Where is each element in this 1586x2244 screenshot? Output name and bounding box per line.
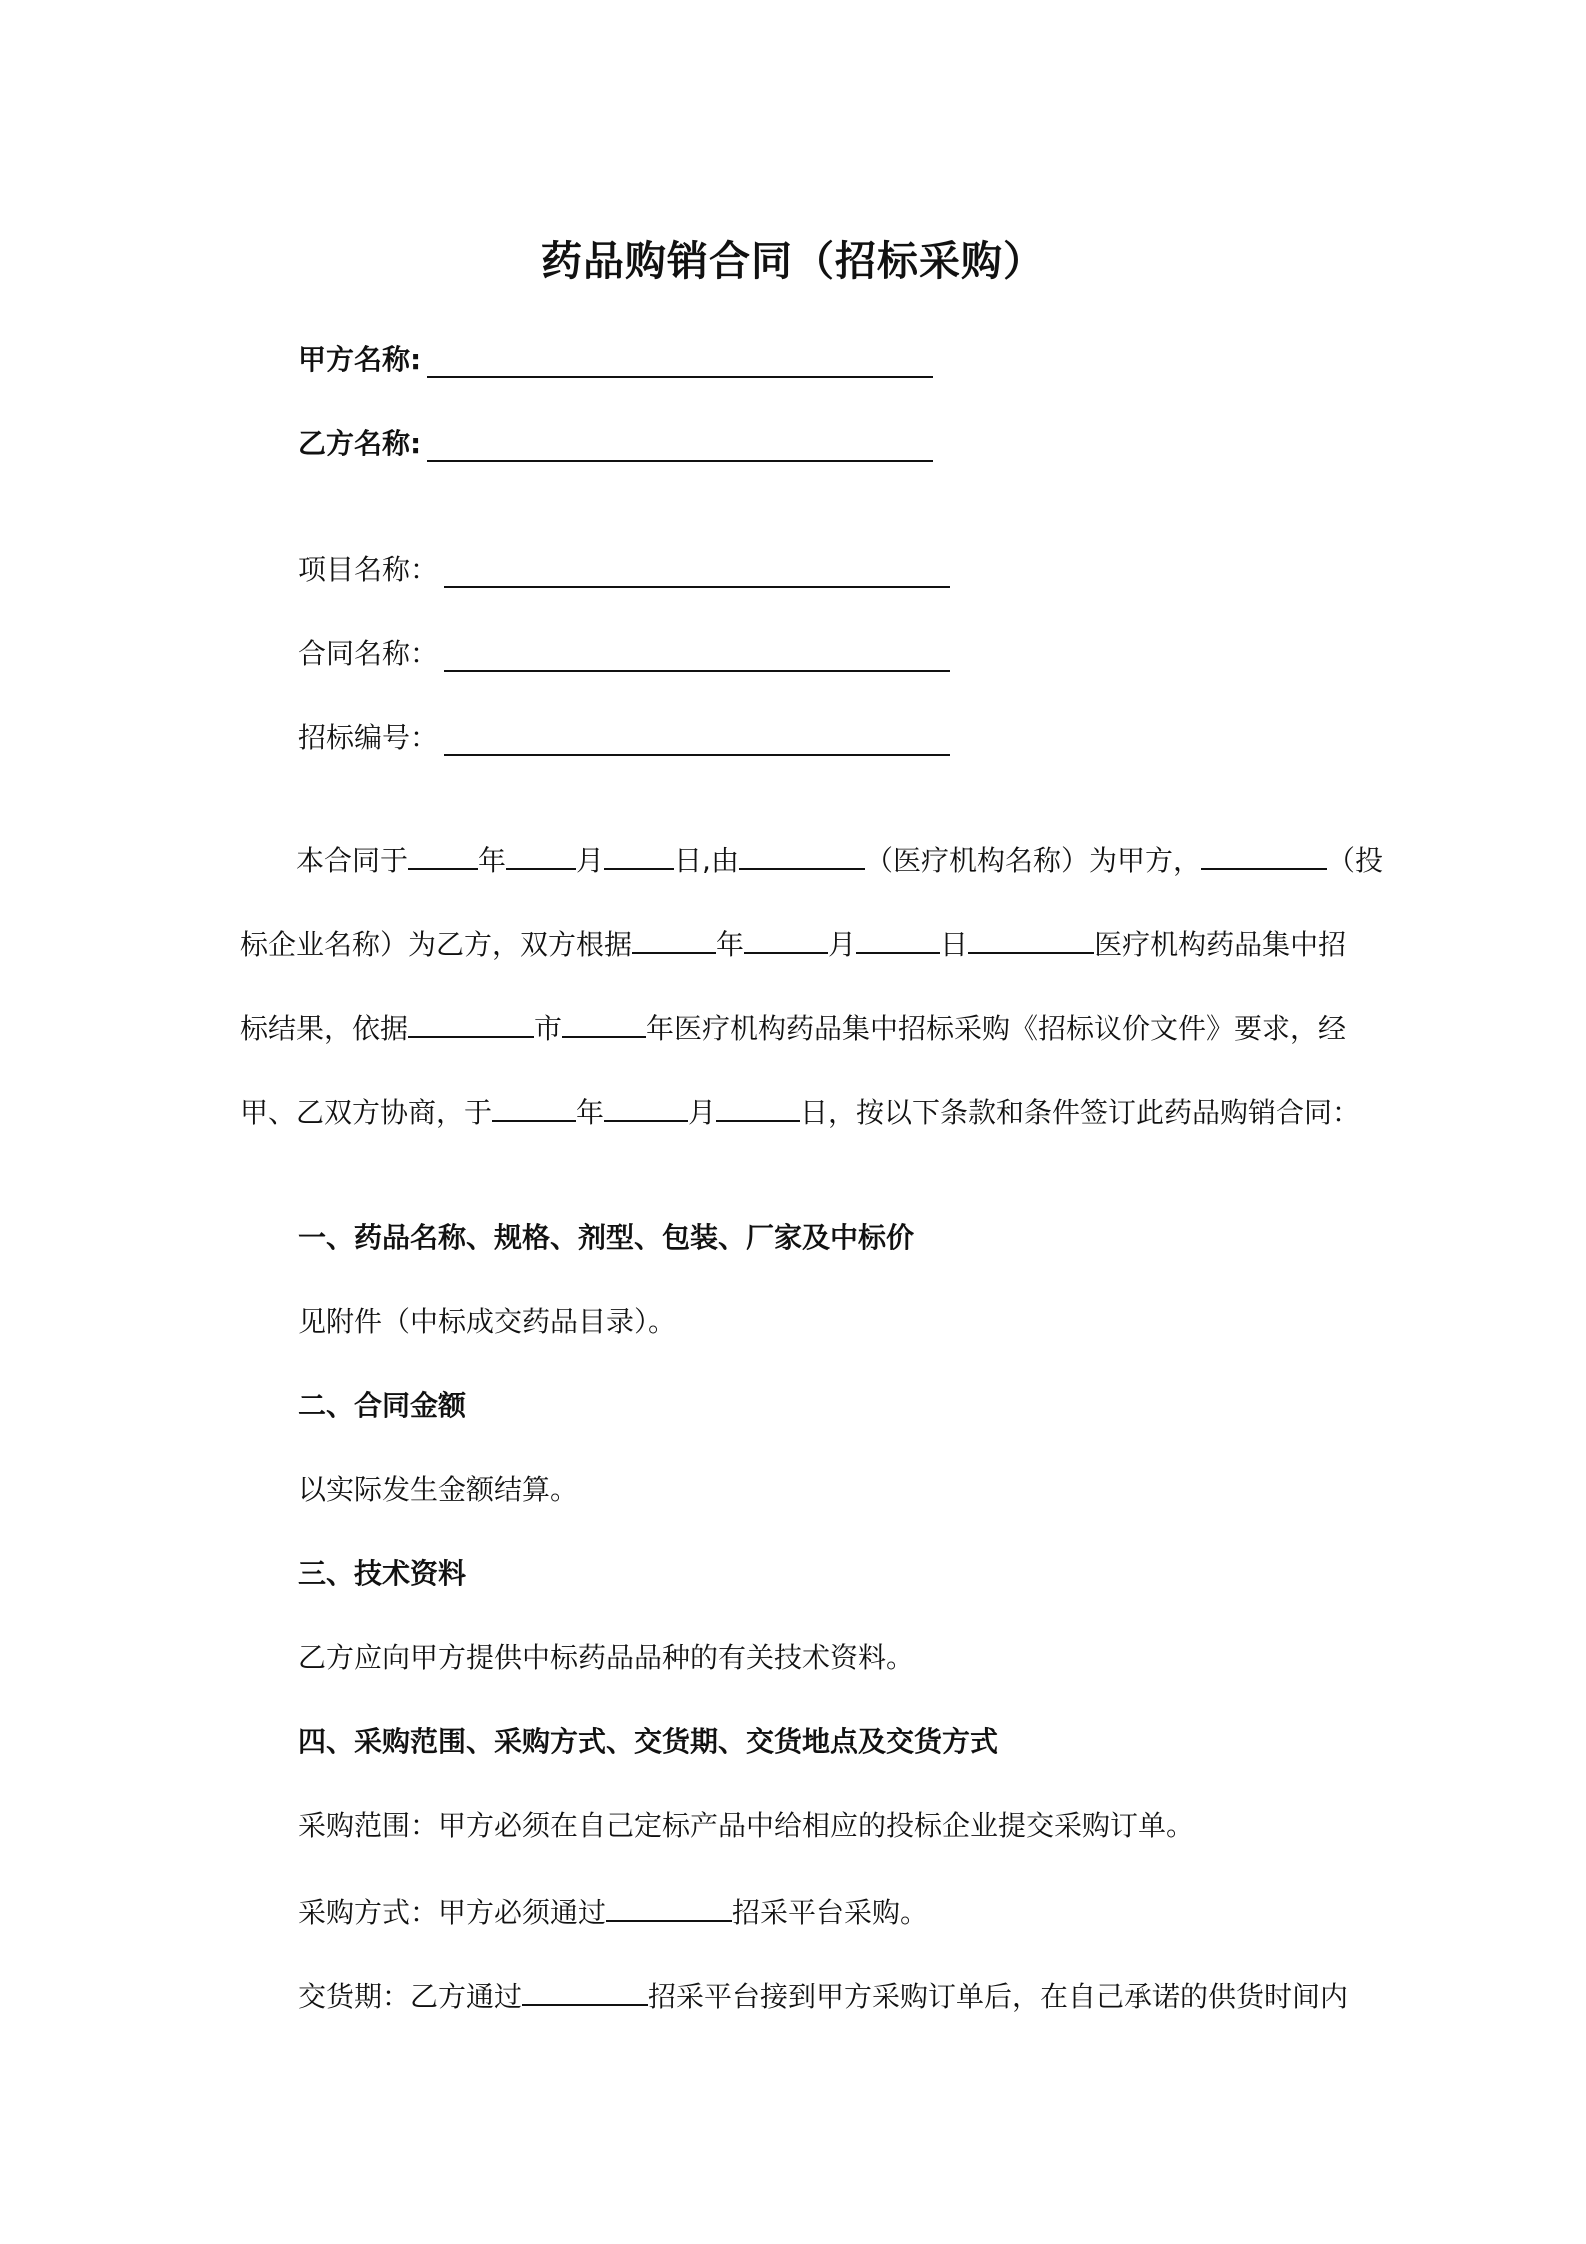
text-segment: 日 <box>940 928 969 961</box>
text-segment: （投 <box>1326 844 1383 877</box>
text-segment: 日,由 <box>674 844 739 877</box>
text-segment: 采购方式：甲方必须通过 <box>298 1896 607 1929</box>
tender-number-blank[interactable] <box>444 718 950 756</box>
blank-platform[interactable] <box>606 1890 732 1922</box>
party-b-blank[interactable] <box>427 424 933 462</box>
project-name-blank[interactable] <box>444 550 950 588</box>
text-segment: 甲、乙双方协商，于 <box>240 1096 493 1129</box>
blank-year[interactable] <box>562 1006 646 1038</box>
blank-year[interactable] <box>632 922 716 954</box>
intro-line-3 <box>240 1006 1346 1049</box>
field-contract-name <box>298 622 950 672</box>
text-segment: 招采平台接到甲方采购订单后，在自己承诺的供货时间内 <box>648 1980 1349 2013</box>
field-label: 乙方名称: <box>298 427 422 460</box>
field-label: 合同名称： <box>298 637 439 670</box>
party-a-blank[interactable] <box>427 340 933 378</box>
blank-month[interactable] <box>744 922 828 954</box>
text-segment: 月 <box>688 1096 717 1129</box>
intro-line-4 <box>240 1090 1361 1133</box>
field-label: 项目名称： <box>298 553 439 586</box>
field-party-b <box>298 412 933 462</box>
blank-city[interactable] <box>408 1006 534 1038</box>
blank-year[interactable] <box>492 1090 576 1122</box>
section-3-body: 乙方应向甲方提供中标药品品种的有关技术资料。 <box>298 1641 915 1674</box>
section-1-body: 见附件（中标成交药品目录）。 <box>298 1305 677 1338</box>
field-label: 甲方名称: <box>298 343 422 376</box>
field-tender-number <box>298 706 950 756</box>
text-segment: 标企业名称）为乙方，双方根据 <box>240 928 633 961</box>
blank-day[interactable] <box>716 1090 800 1122</box>
text-segment: 年医疗机构药品集中招标采购《招标议价文件》要求，经 <box>646 1012 1347 1045</box>
section-3-heading: 三、技术资料 <box>298 1557 467 1590</box>
text-segment: 医疗机构药品集中招 <box>1094 928 1347 961</box>
blank-month[interactable] <box>506 838 576 870</box>
blank-year[interactable] <box>408 838 478 870</box>
section-2-heading: 二、合同金额 <box>298 1389 467 1422</box>
blank-institution[interactable] <box>968 922 1094 954</box>
text-segment: 年 <box>576 1096 605 1129</box>
blank-month[interactable] <box>604 1090 688 1122</box>
text-segment: 年 <box>716 928 745 961</box>
field-party-a <box>298 328 933 378</box>
text-segment: 本合同于 <box>296 844 409 877</box>
text-segment: 交货期：乙方通过 <box>298 1980 523 2013</box>
text-segment: 日，按以下条款和条件签订此药品购销合同： <box>800 1096 1361 1129</box>
field-project-name <box>298 538 950 588</box>
section-2-body: 以实际发生金额结算。 <box>298 1473 579 1506</box>
intro-line-2 <box>240 922 1346 965</box>
blank-day[interactable] <box>604 838 674 870</box>
field-label: 招标编号： <box>298 721 439 754</box>
blank-day[interactable] <box>856 922 940 954</box>
blank-institution[interactable] <box>739 838 865 870</box>
text-segment: 市 <box>534 1012 563 1045</box>
section-4-purchase-method <box>298 1890 928 1933</box>
text-segment: 月 <box>828 928 857 961</box>
section-4-heading: 四、采购范围、采购方式、交货期、交货地点及交货方式 <box>298 1725 999 1758</box>
blank-bidder[interactable] <box>1201 838 1327 870</box>
contract-name-blank[interactable] <box>444 634 950 672</box>
text-segment: 月 <box>576 844 605 877</box>
blank-platform[interactable] <box>522 1974 648 2006</box>
document-title: 药品购销合同（招标采购） <box>541 237 1045 285</box>
text-segment: 标结果，依据 <box>240 1012 409 1045</box>
text-segment: （医疗机构名称）为甲方， <box>864 844 1201 877</box>
section-4-purchase-scope: 采购范围：甲方必须在自己定标产品中给相应的投标企业提交采购订单。 <box>298 1809 1195 1842</box>
text-segment: 年 <box>478 844 507 877</box>
section-4-delivery-period <box>298 1974 1348 2017</box>
intro-line-1 <box>240 838 1383 881</box>
section-1-heading: 一、药品名称、规格、剂型、包装、厂家及中标价 <box>298 1221 915 1254</box>
text-segment: 招采平台采购。 <box>732 1896 929 1929</box>
